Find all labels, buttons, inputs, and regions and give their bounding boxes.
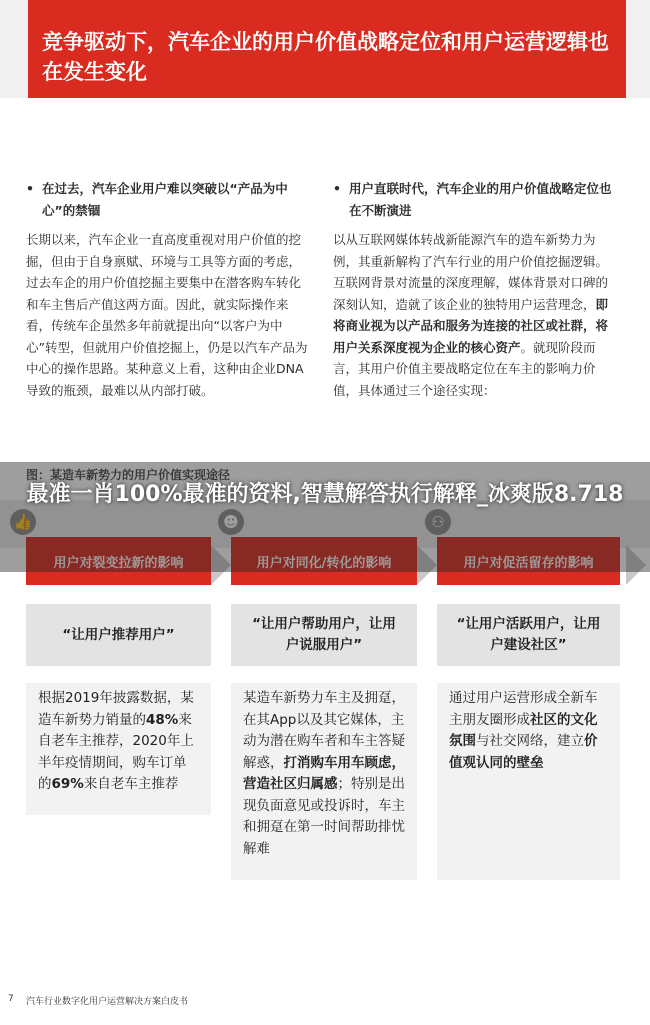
page-number: 7: [8, 994, 14, 1004]
right-body-bold: 即将商业视为以产品和服务为连接的社区或社群，将用户关系深度视为企业的核心资产: [333, 296, 609, 355]
card-retention: [437, 683, 620, 880]
page-title: 竞争驱动下，汽车企业的用户价值战略定位和用户运营逻辑也在发生变化: [42, 30, 609, 84]
right-body: [333, 229, 619, 401]
card1-text3: 来自老车主推荐: [83, 776, 179, 792]
right-heading-row: [333, 178, 619, 221]
card3-bold1: 社区的文化氛围: [449, 711, 598, 749]
left-column: [26, 178, 312, 401]
right-column: [333, 178, 619, 401]
card2-text2: ；特别是出现负面意见或投诉时，车主和拥趸在第一时间帮助排忧解难: [243, 776, 405, 857]
card1-bold2: 69%: [51, 776, 84, 792]
quote-box-1: “让用户推荐用户”: [26, 604, 211, 666]
tab-conversion: 用户对同化/转化的影响: [231, 537, 417, 585]
card1-text2: 来自老车主推荐，2020年上半年疫情期间，购车订单的: [38, 711, 194, 792]
people-icon: ⚇: [425, 509, 451, 535]
tab-retention: 用户对促活留存的影响: [437, 537, 620, 585]
right-body-part1: 以从互联网媒体转战新能源汽车的造车新势力为例，其重新解构了汽车行业的用户价值挖掘逻辑。互联网背景对流量的深度理解，媒体背景对口碑的深刻认知，造就了该企业的独特用户运营理念，: [333, 232, 609, 312]
card2-text1: 某造车新势力车主及拥趸，在其App以及其它媒体，主动为潜在购车者和车主答疑解惑，: [243, 690, 405, 771]
thumbs-up-icon: 👍: [10, 509, 36, 535]
card-referral: [26, 683, 211, 815]
card3-text1: 通过用户运营形成全新车主朋友圈形成: [449, 690, 598, 728]
left-heading-row: [26, 178, 312, 221]
quote-box-3: “让用户活跃用户，让用户建设社区”: [437, 604, 620, 666]
right-body-part2: 。就现阶段而言，其用户价值主要战略定位在车主的影响力价值，具体通过三个途径实现：: [333, 339, 596, 398]
tab-referral: 用户对裂变拉新的影响: [26, 537, 211, 585]
footer-title: 汽车行业数字化用户运营解决方案白皮书: [26, 997, 189, 1007]
bullet-icon: •: [333, 181, 341, 196]
quote-box-2: “让用户帮助用户，让用户说服用户”: [231, 604, 417, 666]
card1-bold1: 48%: [146, 711, 179, 728]
figure-caption: 图：某造车新势力的用户价值实现途径: [26, 468, 231, 482]
bullet-icon: •: [26, 181, 34, 196]
left-heading: 在过去，汽车企业用户难以突破以“产品为中心”的禁锢: [42, 181, 288, 218]
card3-text2: 与社交网络，建立: [476, 733, 584, 749]
header: [0, 0, 650, 98]
right-heading: 用户直联时代，汽车企业的用户价值战略定位也在不断演进: [349, 181, 612, 218]
left-body: 长期以来，汽车企业一直高度重视对用户价值的挖掘，但由于自身禀赋、环境与工具等方面的考虑，过去车企的用户价值挖掘主要集中在潜客购车转化和车主售后产值这两方面。因此，就实际操作来看，传统车企虽然多年前就提出向“以客户为中心”转型，但就用户价值挖掘上，仍是以汽车产品为中心的操作思路。某种意义上看，这种由企业DNA导致的瓶颈，最难以从内部打破。: [26, 232, 308, 398]
card1-text1: 根据2019年披露数据，某造车新势力销量的: [38, 690, 194, 728]
card3-bold2: 价值观认同的壁垒: [449, 733, 598, 771]
header-banner: [28, 0, 626, 98]
user-icon: ☻: [218, 509, 244, 535]
card-conversion: [231, 683, 417, 880]
card2-bold1: 打消购车用车顾虑，营造社区归属感: [243, 754, 405, 792]
overlay-headline: 最准一肖100%最准的资料,智慧解答执行解释_冰爽版8.718: [26, 482, 624, 507]
